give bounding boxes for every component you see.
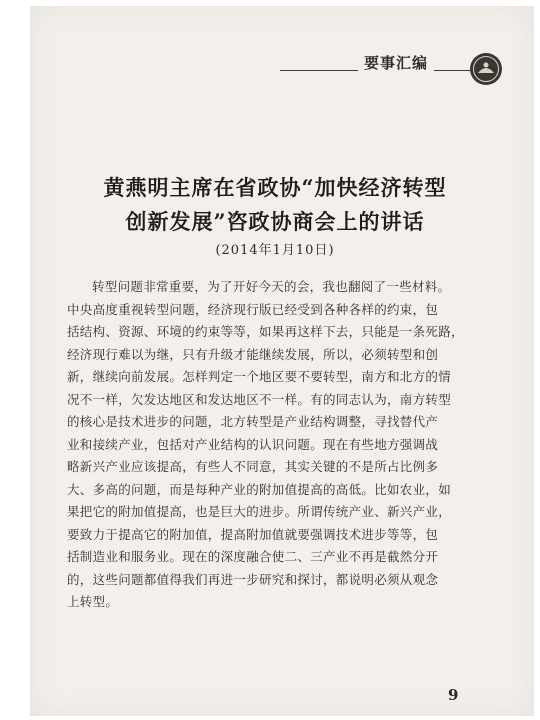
body-line: 新，继续向前发展。怎样判定一个地区要不要转型，南方和北方的情	[67, 369, 452, 384]
body-line: 要致力于提高它的附加值，提高附加值就要强调技术进步等等，包	[67, 526, 439, 542]
body-line: 业和接续产业，包括对产业结构的认识问题。现在有些地方强调战	[67, 436, 439, 452]
body-line: 的核心是技术进步的问题，北方转型是产业结构调整，寻找替代产	[67, 414, 439, 429]
body-line: 略新兴产业应该提高，有些人不同意，其实关键的不是所占比例多	[67, 459, 439, 474]
article-body	[67, 276, 487, 614]
body-line: 经济现行难以为继，只有升级才能继续发展，所以，必须转型和创	[67, 346, 439, 362]
body-line: 转型问题非常重要，为了开好今天的会，我也翻阅了一些材料。	[92, 279, 451, 294]
body-line: 中央高度重视转型问题，经济现行版已经受到各种各样的约束，包	[67, 301, 439, 317]
emblem-icon	[469, 52, 503, 86]
body-line: 的，这些问题都值得我们再进一步研究和探讨，都说明必须从观念	[67, 571, 439, 587]
section-label: 要事汇编	[358, 52, 434, 73]
article-title-line-1: 黄燕明主席在省政协“加快经济转型	[103, 175, 447, 200]
body-line: 大、多高的问题，而是每种产业的附加值提高的高低。比如农业，如	[67, 481, 452, 497]
page-number: 9	[448, 686, 459, 704]
body-line: 括结构、资源、环境的约束等等，如果再这样下去，只能是一条死路，	[67, 324, 464, 339]
article-date: (2014年1月10日)	[215, 243, 335, 258]
body-line: 上转型。	[67, 594, 119, 609]
body-line: 况不一样，欠发达地区和发达地区不一样。有的同志认为，南方转型	[67, 391, 452, 407]
article-title-line-2: 创新发展”咨政协商会上的讲话	[125, 209, 425, 234]
body-line: 括制造业和服务业。现在的深度融合使二、三产业不再是截然分开	[67, 549, 439, 564]
body-line: 果把它的附加值提高，也是巨大的进步。所谓传统产业、新兴产业，	[67, 504, 452, 519]
